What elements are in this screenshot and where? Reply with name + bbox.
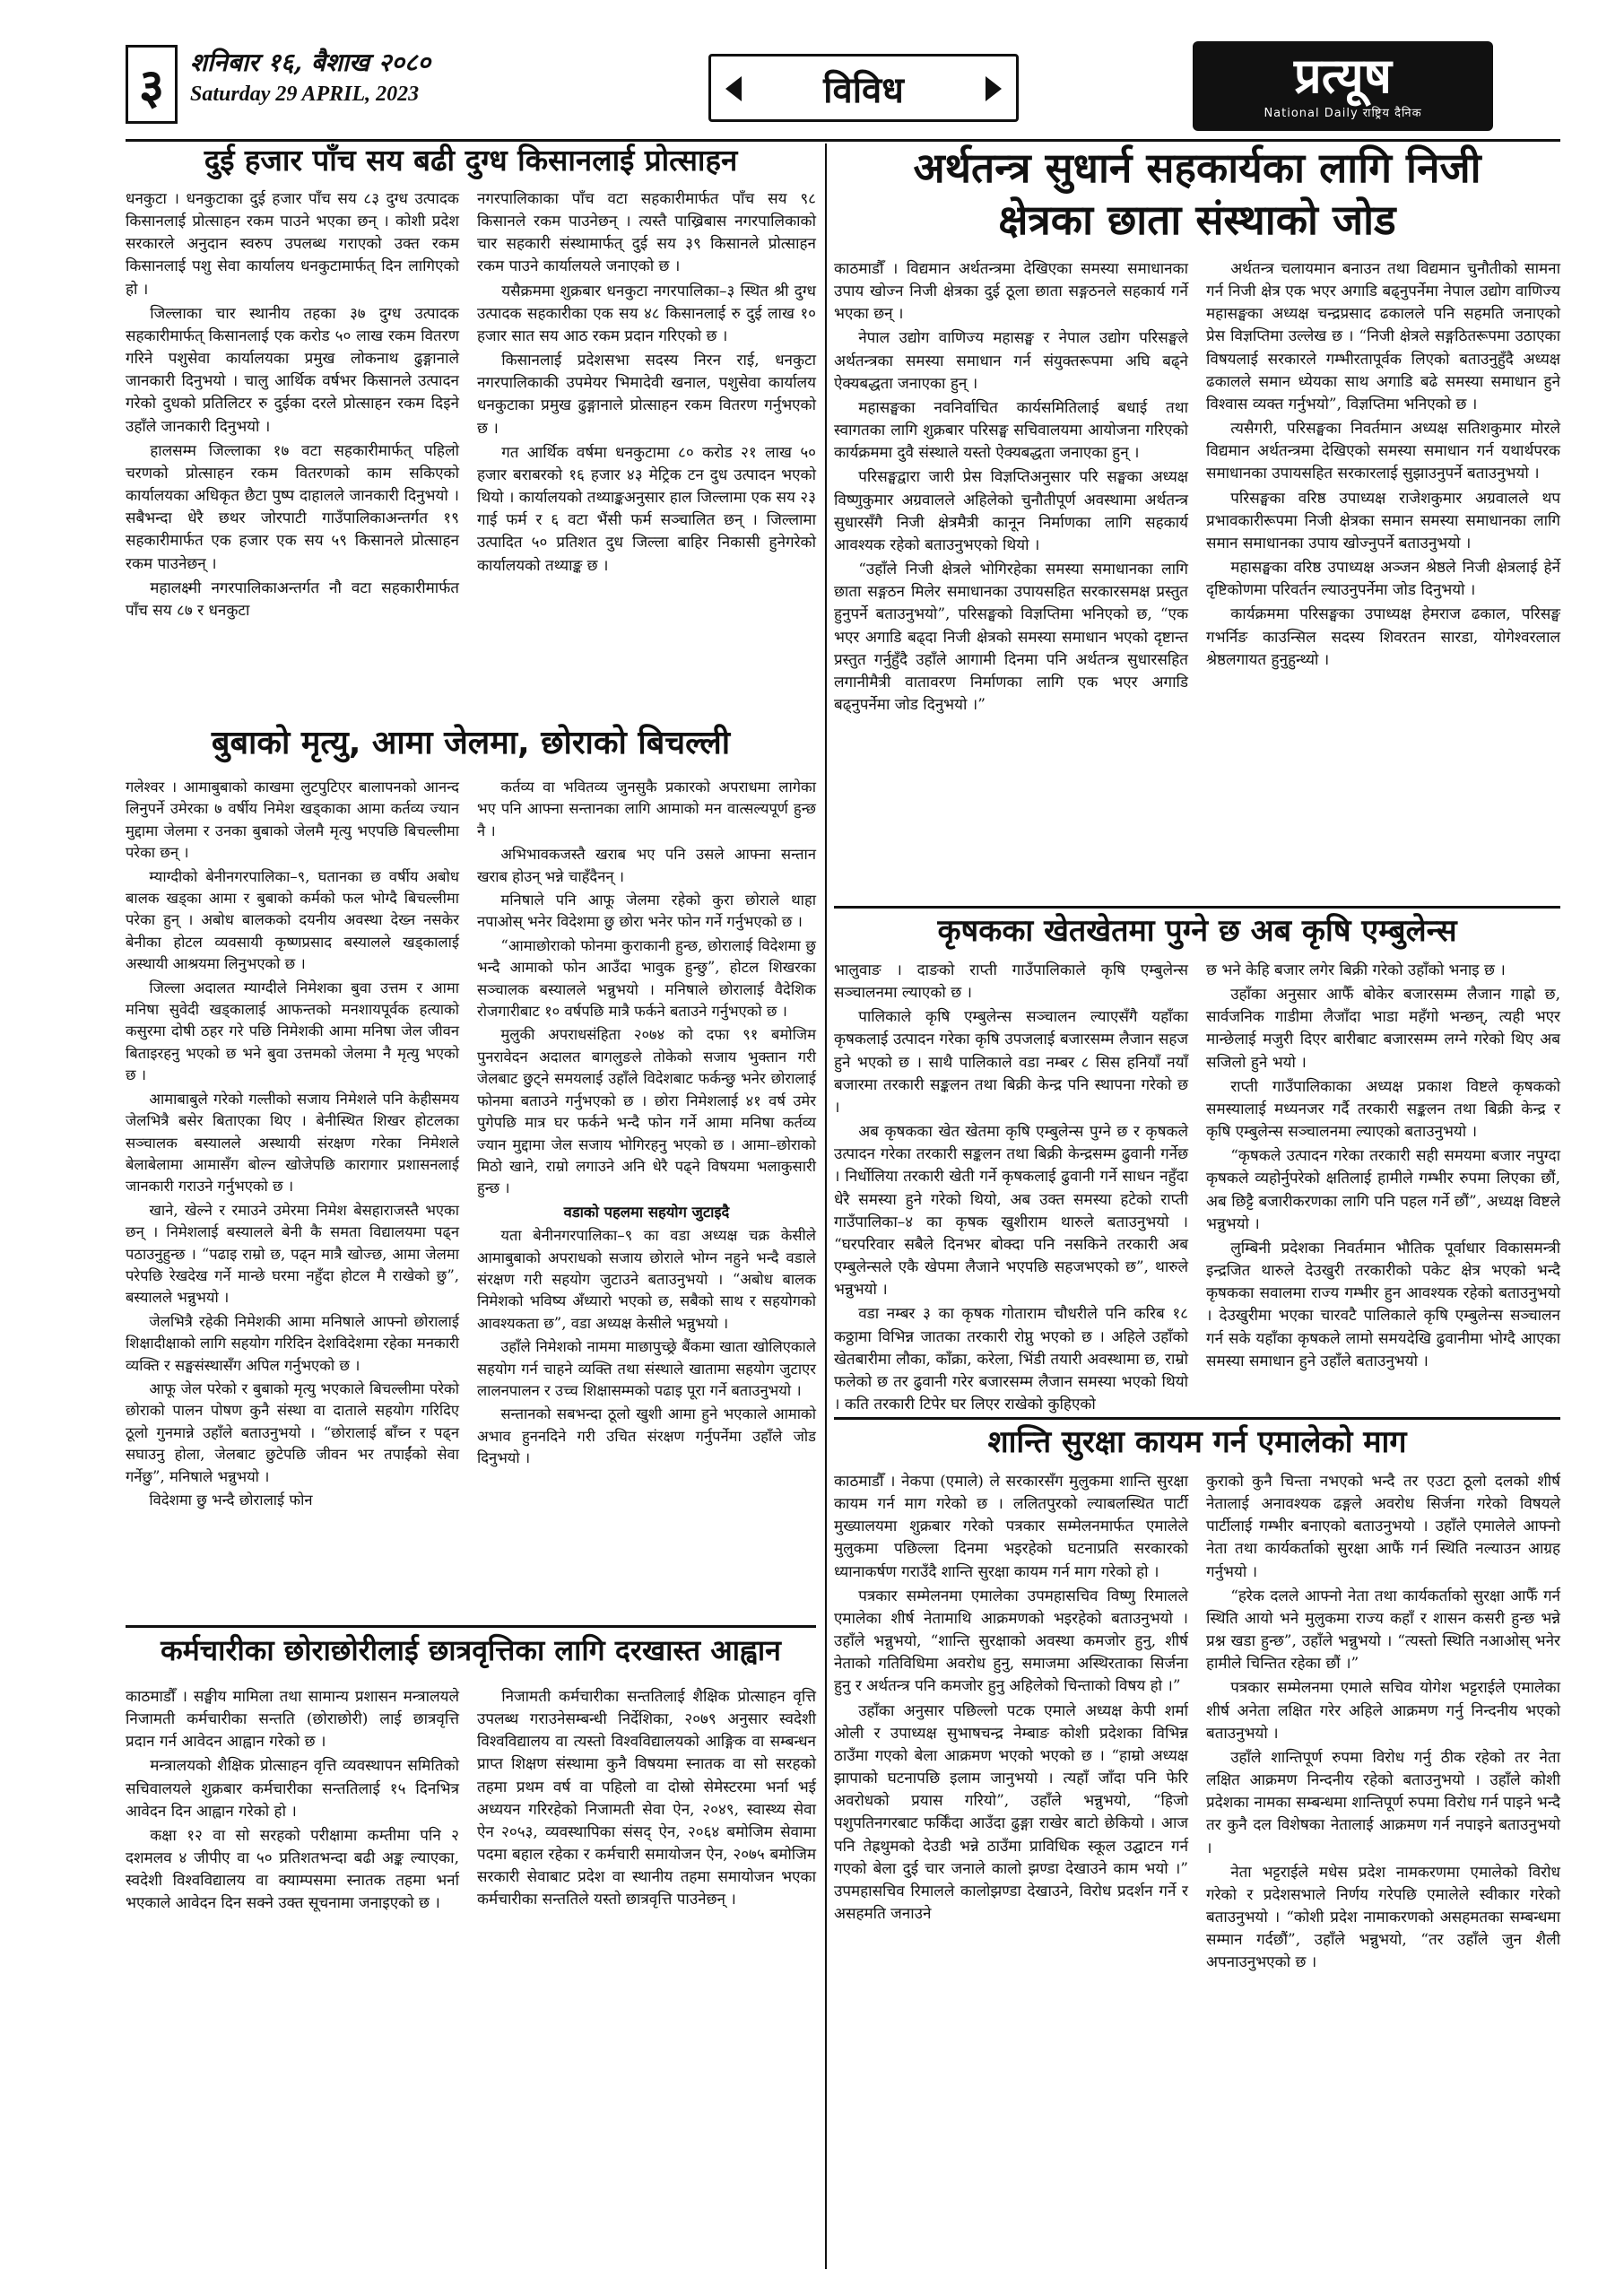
paragraph: जिल्लाका चार स्थानीय तहका ३७ दुग्ध उत्पादक सहकारीमार्फत् किसानलाई एक करोड ५० लाख रकम वितरण गरिने पशुसेवा कार्यालयका प्रमुख लोकनाथ ढुङ्गानाले जानकारी दिनुभयो । चालु आर्थिक वर्षभर किसानले उत्पादन गरेको दुधको प्रतिलिटर रु दुईका दरले प्रोत्साहन रकम दिइने उहाँले जानकारी दिनुभयो । xyxy=(126,304,459,436)
headline-milk: दुई हजार पाँच सय बढी दुग्ध किसानलाई प्रोत्साहन xyxy=(204,143,738,178)
peace-col-1 xyxy=(834,1471,1188,1927)
milk-col-2 xyxy=(477,188,816,579)
paragraph: काठमाडौँ । सङ्घीय मामिला तथा सामान्य प्रशासन मन्त्रालयले निजामती कर्मचारीका सन्तति (छोराछोरी) लाई छात्रवृत्ति प्रदान गर्न आवेदन आह्वान गरेको छ । xyxy=(126,1688,459,1752)
paragraph: पालिकाले कृषि एम्बुलेन्स सञ्चालन ल्याएसँगै यहाँका कृषकलाई उत्पादन गरेका कृषि उपजलाई बजारसम्म लैजान सहज हुने भएको छ । साथै पालिकाले वडा नम्बर ८ सिस हनियाँ नयाँ बजारमा तरकारी सङ्कलन तथा बिक्री केन्द्र पनि स्थापना गरेको छ । xyxy=(834,1008,1188,1117)
paragraph: महासङ्घका नवनिर्वाचित कार्यसमितिलाई बधाई तथा स्वागतका लागि शुक्रबार परिसङ्घ सचिवालयमा आयोजना गरिएको कार्यक्रममा दुवै संस्थाले यस्तो ऐक्यबद्धता जनाएका हुन् । xyxy=(834,398,1188,463)
paragraph: काठमाडौँ । विद्यमान अर्थतन्त्रमा देखिएका समस्या समाधानका उपाय खोज्न निजी क्षेत्रका दुई ठूला छाता सङ्गठनले सहकार्य गर्ने भएका छन् । xyxy=(834,260,1188,324)
paragraph: हालसम्म जिल्लाका १७ वटा सहकारीमार्फत् पहिलो चरणको प्रोत्साहन रकम वितरणको काम सकिएको कार्यालयका अधिकृत छैटा पुष्प दाहालले जानकारी दिनुभयो । सबैभन्दा धेरै छथर जोरपाटी गाउँपालिकाअन्तर्गत १९ सहकारीमार्फत एक हजार एक सय ५९ किसानले प्रोत्साहन रकम पाउनेछन् । xyxy=(126,441,459,573)
father-col-2 xyxy=(477,777,816,1472)
date-nepali: शनिबार १६, बैशाख २०८० xyxy=(190,48,431,77)
paragraph: नेपाल उद्योग वाणिज्य महासङ्घ र नेपाल उद्योग परिसङ्घले अर्थतन्त्रका समस्या समाधान गर्न संयुक्तरूपमा अघि बढ्ने ऐक्यबद्धता जनाएका हुन् । xyxy=(834,329,1188,393)
left-arrow-icon xyxy=(725,76,742,101)
paragraph: आफू जेल परेको र बुबाको मृत्यु भएकाले बिचल्लीमा परेको छोराको पालन पोषण कुनै संस्था वा दाताले सहयोग गरिदिए ठूलो गुनमान्ने उहाँले बताउनुभयो । “छोरालाई बाँच्न र पढ्न सघाउनु होला, जेलबाट छुटेपछि जीवन भर तपाईंको सेवा गर्नेछु”, मनिषाले भन्नुभयो । xyxy=(126,1379,459,1485)
paragraph: जेलभित्रै रहेकी निमेशकी आमा मनिषाले आफ्नो छोरालाई शिक्षादीक्षाको लागि सहयोग गरिदिन देशविदेशमा रहेका मनकारी व्यक्ति र सङ्घसंस्थासँग अपिल गर्नुभएको छ । xyxy=(126,1312,459,1374)
paragraph: महासङ्घका वरिष्ठ उपाध्यक्ष अञ्जन श्रेष्ठले निजी क्षेत्रलाई हेर्ने दृष्टिकोणमा परिवर्तन ल्याउनुपर्नेमा जोड दिनुभयो । xyxy=(1206,559,1560,600)
paragraph: उहाँले शान्तिपूर्ण रुपमा विरोध गर्नु ठीक रहेको तर नेता लक्षित आक्रमण निन्दनीय रहेको बताउनुभयो । उहाँले कोशी प्रदेशका नामका सम्बन्धमा शान्तिपूर्ण रुपमा विरोध गर्न पाइने भन्दै तर कुनै दल विशेषका नेतालाई आक्रमण गर्न नपाइने बताउनुभयो । xyxy=(1206,1748,1560,1857)
paragraph: जिल्ला अदालत म्याग्दीले निमेशका बुवा उत्तम र आमा मनिषा सुवेदी खड्कालाई आफन्तको मनशायपूर्वक हत्याको कसुरमा दोषी ठहर गरे पछि निमेशकी आमा मनिषा जेल जीवन बिताइरहनु भएको छ भने बुवा उत्तमको जेलमा नै मृत्यु भएको छ । xyxy=(126,978,459,1084)
scholarship-col-1 xyxy=(126,1686,459,1918)
paragraph: यता बेनीनगरपालिका–९ का वडा अध्यक्ष चक्र केसीले आमाबुबाको अपराधको सजाय छोराले भोग्न नहुने भन्दै वडाले संरक्षण गरी सहयोग जुटाउने बताउनुभयो । “अबोध बालक निमेशको भविष्य अँध्यारो भएको छ, सबैको साथ र सहयोगको आवश्यकता छ”, वडा अध्यक्ष केसीले भन्नुभयो । xyxy=(477,1227,816,1332)
paragraph: मुलुकी अपराधसंहिता २०७४ को दफा ९१ बमोजिम पुनरावेदन अदालत बागलुङले तोकेको सजाय भुक्तान गरी जेलबाट छुट्ने समयलाई उहाँले विदेशबाट फर्कन्छु भनेर छोरालाई फोनमा बताउने गर्नुभएको छ । छोरा निमेशलाई ४१ वर्ष उमेर पुगेपछि मात्र घर फर्कने भन्दै फोन गर्ने आमा मनिषा कर्तव्य ज्यान मुद्दामा जेल सजाय भोगिरहनु भएको छ । आमा–छोराको मिठो खाने, राम्रो लगाउने अनि धेरै पढ्ने विषयमा भलाकुसारी हुन्छ । xyxy=(477,1026,816,1197)
article-father xyxy=(126,725,816,1622)
divider xyxy=(834,906,1560,909)
divider xyxy=(126,1625,816,1628)
paragraph: लुम्बिनी प्रदेशका निवर्तमान भौतिक पूर्वाधार विकासमन्त्री इन्द्रजित थारुले देउखुरी तरकारीको पकेट क्षेत्र भएको भन्दै कृषकका सवालमा राज्य गम्भीर हुन आवश्यक रहेको बताउनुभयो । देउखुरीमा भएका चारवटै पालिकाले कृषि एम्बुलेन्स सञ्चालन गर्न सके यहाँका कृषकले लामो समयदेखि ढुवानीमा भोग्दै आएका समस्या समाधान हुने उहाँले बताउनुभयो । xyxy=(1206,1239,1560,1370)
paragraph: “हरेक दलले आफ्नो नेता तथा कार्यकर्ताको सुरक्षा आफैँ गर्न स्थिति आयो भने मुलुकमा राज्य कहाँ र शासन कसरी हुन्छ भन्ने प्रश्न खडा हुन्छ”, उहाँले भन्नुभयो । “त्यस्तो स्थिति नआओस् भनेर हामीले चिन्तित रहेका छौं ।” xyxy=(1206,1587,1560,1674)
paragraph: परिसङ्घका वरिष्ठ उपाध्यक्ष राजेशकुमार अग्रवालले थप प्रभावकारीरूपमा निजी क्षेत्रका समान समस्या समाधानका लागि समान समाधानका उपाय खोज्नुपर्ने बताउनुभयो । xyxy=(1206,489,1560,552)
column-divider xyxy=(825,144,827,2269)
subheading: वडाको पहलमा सहयोग जुटाइदै xyxy=(563,1203,730,1221)
ambulance-col-1 xyxy=(834,960,1188,1418)
paragraph: उहाँका अनुसार आफैँ बोकेर बजारसम्म लैजान गाह्रो छ, सार्वजनिक गाडीमा लैजाँदा भाडा महँगो भन्छन्, त्यही भएर मान्छेलाई मजुरी दिएर बारीबाट बजारसम्म लग्ने गरेको थिए अब सजिलो हुने भयो । xyxy=(1206,986,1560,1072)
headline-father: बुबाको मृत्यु, आमा जेलमा, छोराको बिचल्ली xyxy=(211,725,731,761)
article-economy xyxy=(834,144,1560,906)
paragraph: काठमाडौँ । नेकपा (एमाले) ले सरकारसँग मुलुकमा शान्ति सुरक्षा कायम गर्न माग गरेको छ । ललितपुरको ल्याबलस्थित पार्टी मुख्यालयमा शुक्रबार गरेको पत्रकार सम्मेलनमार्फत एमालेले मुलुकमा पछिल्ला दिनमा भइरहेको घटनाप्रति सरकारको ध्यानाकर्षण गराउँदै शान्ति सुरक्षा कायम गर्न माग गरेको हो । xyxy=(834,1473,1188,1581)
economy-col-2 xyxy=(1206,258,1560,674)
paragraph: मनिषाले पनि आफू जेलमा रहेको कुरा छोराले थाहा नपाओस् भनेर विदेशमा छु छोरा भनेर फोन गर्ने गर्नुभएको छ । xyxy=(477,891,816,931)
headline-ambulance: कृषकका खेतखेतमा पुग्ने छ अब कृषि एम्बुलेन्स xyxy=(937,913,1457,949)
paragraph: “आमाछोराको फोनमा कुराकानी हुन्छ, छोरालाई विदेशमा छु भन्दै आमाको फोन आउँदा भावुक हुन्छु”, होटल शिखरका सञ्चालक बस्यालले भन्नुभयो । मनिषाले छोरालाई वैदेशिक रोजगारीबाट १० वर्षपछि मात्रै फर्कने बताउने गर्नुभएको छ । xyxy=(477,936,816,1021)
headline-peace: शान्ति सुरक्षा कायम गर्न एमालेको माग xyxy=(987,1424,1407,1460)
paragraph: किसानलाई प्रदेशसभा सदस्य निरन राई, धनकुटा नगरपालिकाकी उपमेयर भिमादेवी खनाल, पशुसेवा कार्यालय धनकुटाका प्रमुख ढुङ्गानाले प्रोत्साहन रकम वितरण गर्नुभएको छ । xyxy=(477,352,816,438)
paragraph: नेता भट्टराईले मधेस प्रदेश नामकरणमा एमालेको विरोध गरेको र प्रदेशसभाले निर्णय गरेपछि एमालेले स्वीकार गरेको बताउनुभयो । “कोशी प्रदेश नामाकरणको असहमतका सम्बन्धमा सम्मान गर्दछौं”, उहाँले भन्नुभयो, “तर उहाँले जुन शैली अपनाउनुभएको छ । xyxy=(1206,1863,1560,1972)
section-label xyxy=(708,54,1019,122)
logo-title: प्रत्यूष xyxy=(1294,48,1392,104)
paragraph: विदेशमा छु भन्दै छोरालाई फोन xyxy=(149,1492,313,1509)
section-title: विविध xyxy=(823,69,904,111)
peace-col-2 xyxy=(1206,1471,1560,1976)
divider xyxy=(834,1417,1560,1420)
paragraph: गत आर्थिक वर्षमा धनकुटामा ८० करोड २१ लाख ५० हजार बराबरको १६ हजार ४३ मेट्रिक टन दुध उत्पादन भएको थियो । कार्यालयको तथ्याङ्कअनुसार हाल जिल्लामा एक सय २३ गाई फर्म र ६ वटा भैंसी फर्म सञ्चालित छन् । जिल्लामा उत्पादित ५० प्रतिशत दुध जिल्ला बाहिर निकासी हुनेगरेको कार्यालयको तथ्याङ्क छ । xyxy=(477,443,816,575)
economy-col-1 xyxy=(834,258,1188,718)
paragraph: राप्ती गाउँपालिकाका अध्यक्ष प्रकाश विष्टले कृषकको समस्यालाई मध्यनजर गर्दै तरकारी सङ्कलन तथा बिक्री केन्द्र र कृषि एम्बुलेन्स सञ्चालनमा ल्याएको बताउनुभयो । xyxy=(1206,1077,1560,1142)
paragraph: उहाँका अनुसार पछिल्लो पटक एमाले अध्यक्ष केपी शर्मा ओली र उपाध्यक्ष सुभाषचन्द्र नेम्बाङ कोशी प्रदेशका विभिन्न ठाउँमा गएको बेला आक्रमण भएको भएको छ । “हाम्रो अध्यक्ष झापाको घटनापछि इलाम जानुभयो । त्यहाँ जाँदा पनि फेरि अवरोधको प्रयास गरियो”, उहाँले भन्नुभयो, “हिजो पशुपतिनगरबाट फर्किँदा आउँदा ढुङ्गा राखेर बाटो छेकियो । आज पनि तेह्रथुमको देउडी भन्ने ठाउँमा प्राविधिक स्कूल उद्घाटन गर्न गएको बेला दुई चार जनाले कालो झण्डा देखाउने काम भयो ।” उपमहासचिव रिमालले कालोझण्डा देखाउने, विरोध प्रदर्शन गर्ने र असहमति जनाउने xyxy=(834,1701,1188,1923)
headline-economy-1: अर्थतन्त्र सुधार्न सहकार्यका लागि निजी xyxy=(913,144,1481,192)
paragraph: सन्तानको सबभन्दा ठूलो खुशी आमा हुने भएकाले आमाको अभाव हुननदिने गरी उचित संरक्षण गर्नुपर्नेमा उहाँले जोड दिनुभयो । xyxy=(477,1405,816,1467)
logo-subtitle: National Daily राष्ट्रिय दैनिक xyxy=(1264,107,1422,120)
date-english: Saturday 29 APRIL, 2023 xyxy=(190,83,420,106)
paragraph: कक्षा १२ वा सो सरहको परीक्षामा कम्तीमा पनि २ दशमलव ४ जीपीए वा ५० प्रतिशतभन्दा बढी अङ्क ल्याएका, स्वदेशी विश्वविद्यालय वा क्याम्पसमा स्नातक तहमा भर्ना भएकाले आवेदन दिन सक्ने उक्त सूचनामा जनाइएको छ । xyxy=(126,1826,459,1913)
page-number: ३ xyxy=(126,45,178,124)
paragraph: अर्थतन्त्र चलायमान बनाउन तथा विद्यमान चुनौतीको सामना गर्न निजी क्षेत्र एक भएर अगाडि बढ्नुपर्नेमा नेपाल उद्योग वाणिज्य महासङ्घका अध्यक्ष चन्द्रप्रसाद ढकालले पनि सहमति जनाएको प्रेस विज्ञप्तिमा उल्लेख छ । “निजी क्षेत्रले सङ्गठितरूपमा उठाएका विषयलाई सरकारले गम्भीरतापूर्वक लिएको बताउनुहुँदै अध्यक्ष ढकालले समान ध्येयका साथ अगाडि बढे समस्या समाधान हुने विश्वास व्यक्त गर्नुभयो”, विज्ञप्तिमा भनिएको छ । xyxy=(1206,260,1560,413)
paragraph: त्यसैगरी, परिसङ्घका निवर्तमान अध्यक्ष सतिशकुमार मोरले विद्यमान अर्थतन्त्रमा देखिएको समस्या समाधान गर्न यथार्थपरक समाधानका उपायसहित सरकारलाई सुझाउनुपर्ने बताउनुभयो । xyxy=(1206,420,1560,483)
paragraph: वडा नम्बर ३ का कृषक गोताराम चौधरीले पनि करिब १८ कठ्ठामा विभिन्न जातका तरकारी रोप्नु भएको छ । अहिले उहाँको खेतबारीमा लौका, काँक्रा, करेला, भिंडी तयारी अवस्थामा छ, राम्रो फलेको छ तर ढुवानी गरेर बजारसम्म लैजान समस्या भएको थियो । कति तरकारी टिपेर घर लिएर राखेको कुहिएको xyxy=(834,1305,1188,1413)
newspaper-logo xyxy=(1193,41,1493,131)
paragraph: कर्तव्य वा भवितव्य जुनसुकै प्रकारको अपराधमा लागेका भए पनि आफ्ना सन्तानका लागि आमाको मन वात्सल्यपूर्ण हुन्छ नै । xyxy=(477,778,816,839)
paragraph: अब कृषकका खेत खेतमा कृषि एम्बुलेन्स पुग्ने छ र कृषकले उत्पादन गरेका तरकारी सङ्कलन तथा बिक्री केन्द्रसम्म ढुवानी गर्नेछ । निर्धोलिया तरकारी खेती गर्ने कृषकलाई ढुवानी गर्ने साधन नहुँदा धेरै समस्या हुने गरेको थियो, अब उक्त समस्या हटेको राप्ती गाउँपालिका–४ का कृषक खुशीराम थारुले बताउनुभयो । “घरपरिवार सबैले दिनभर बोक्दा पनि नसकिने तरकारी अब एम्बुलेन्सले एकै खेपमा लैजाने भएपछि सहजभएको छ”, थारुले भन्नुभयो । xyxy=(834,1123,1188,1300)
paragraph: पत्रकार सम्मेलनमा एमाले सचिव योगेश भट्टराईले एमालेका शीर्ष अनेता लक्षित गरेर अहिले आक्रमण गर्नु निन्दनीय भएको बताउनुभयो । xyxy=(1206,1679,1560,1743)
article-milk xyxy=(126,144,816,718)
paragraph: मन्त्रालयको शैक्षिक प्रोत्साहन वृत्ति व्यवस्थापन समितिको सचिवालयले शुक्रबार कर्मचारीका सन्ततिलाई १५ दिनभित्र आवेदन दिन आह्वान गरेको हो । xyxy=(126,1757,459,1821)
paragraph: कार्यक्रममा परिसङ्घका उपाध्यक्ष हेमराज ढकाल, परिसङ्घ गभर्निङ काउन्सिल सदस्य शिवरतन सारडा, योगेश्वरलाल श्रेष्ठलगायत हुनुहुन्थ्यो । xyxy=(1206,605,1560,669)
paragraph: निजामती कर्मचारीका सन्ततिलाई शैक्षिक प्रोत्साहन वृत्ति उपलब्ध गराउनेसम्बन्धी निर्देशिका, २०७९ अनुसार स्वदेशी विश्वविद्यालय वा त्यस्तो विश्वविद्यालयको आङ्गिक वा सम्बन्धन प्राप्त शिक्षण संस्थामा कुनै विषयमा स्नातक वा सो सरहको तहमा प्रथम वर्ष वा पहिलो वा दोस्रो सेमेस्टरमा भर्ना भई अध्ययन गरिरहेको निजामती सेवा ऐन, २०४९, स्वास्थ्य सेवा ऐन २०५३, व्यवस्थापिका संसद् ऐन, २०६४ बमोजिम सेवामा पदमा बहाल रहेका र कर्मचारी समायोजन ऐन, २०७५ बमोजिम सरकारी सेवाबाट प्रदेश वा स्थानीय तहमा समायोजन भएका कर्मचारीका सन्ततिले यस्तो छात्रवृत्ति पाउनेछन् । xyxy=(477,1688,816,1909)
article-ambulance xyxy=(834,906,1560,1413)
milk-col-1 xyxy=(126,188,459,624)
paragraph: भालुवाङ । दाङको राप्ती गाउँपालिकाले कृषि एम्बुलेन्स सञ्चालनमा ल्याएको छ । xyxy=(834,961,1188,1003)
father-col-1 xyxy=(126,777,459,1513)
paragraph: “कृषकले उत्पादन गरेका तरकारी सही समयमा बजार नपुग्दा कृषकले व्यहोर्नुपरेको क्षतिलाई हामीले गम्भीर रुपमा लिएका छौं, अब छिट्टै बजारीकरणका लागि पनि पहल गर्ने छौं”, अध्यक्ष विष्टले भन्नुभयो । xyxy=(1206,1147,1560,1233)
paragraph: महालक्ष्मी नगरपालिकाअन्तर्गत नौ वटा सहकारीमार्फत पाँच सय ८७ र धनकुटा xyxy=(126,578,459,620)
paragraph: अभिभावकजस्तै खराब भए पनि उसले आफ्ना सन्तान खराब होउन् भन्ने चाहँदैनन् । xyxy=(477,846,816,885)
paragraph: आमाबाबुले गरेको गल्तीको सजाय निमेशले पनि केहीसमय जेलभित्रै बसेर बिताएका थिए । बेनीस्थित शिखर होटलका सञ्चालक बस्यालले अस्थायी संरक्षण गरेका निमेशले बेलाबेलामा आमासँग बोल्न खोजेपछि कारागार प्रशासनलाई जानकारी गराउने गर्नुभएको छ । xyxy=(126,1090,459,1196)
ambulance-col-2 xyxy=(1206,960,1560,1375)
paragraph: नगरपालिकाका पाँच वटा सहकारीमार्फत पाँच सय ९८ किसानले रकम पाउनेछन् । त्यस्तै पाख्रिबास नगरपालिकाको चार सहकारी संस्थामार्फत् दुई सय ३९ किसानले प्रोत्साहन रकम पाउने कार्यालयले जनाएको छ । xyxy=(477,190,816,276)
paragraph: गलेश्वर । आमाबुबाको काखमा लुटपुटिएर बालापनको आनन्द लिनुपर्ने उमेरका ७ वर्षीय निमेश खड्काका आमा कर्तव्य ज्यान मुद्दामा जेलमा र उनका बुबाको जेलमै मृत्यु भएपछि बिचल्लीमा परेका छन् । xyxy=(126,778,459,862)
article-peace xyxy=(834,1417,1560,2269)
paragraph: छ भने केहि बजार लगेर बिक्री गरेको उहाँको भनाइ छ । xyxy=(1206,961,1506,979)
paragraph: उहाँले निमेशको नाममा माछापुच्छ्रे बैंकमा खाता खोलिएकाले सहयोग गर्न चाहने व्यक्ति तथा संस्थाले खातामा सहयोग जुटाएर लालनपालन र उच्च शिक्षासम्मको पढाइ पूरा गर्ने बताउनुभयो । xyxy=(477,1338,816,1399)
scholarship-col-2 xyxy=(477,1686,816,1914)
paragraph: म्याग्दीको बेनीनगरपालिका–९, घतानका छ वर्षीय अबोध बालक खड्का आमा र बुबाको कर्मको फल भोग्दै बिचल्लीमा परेका हुन् । अबोध बालकको दयनीय अवस्था देख्न नसकेर बेनीका होटल व्यवसायी कृष्णप्रसाद बस्यालले खड्कालाई अस्थायी आश्रयमा लिनुभएको छ । xyxy=(126,867,459,973)
article-scholarship xyxy=(126,1634,816,2271)
paragraph: परिसङ्घद्वारा जारी प्रेस विज्ञप्तिअनुसार परि सङ्घका अध्यक्ष विष्णुकुमार अग्रवालले अहिलेको चुनौतीपूर्ण अवस्थामा अर्थतन्त्र सुधारसँगै निजी क्षेत्रमैत्री कानून निर्माणका लागि सहकार्य आवश्यक रहेको बताउनुभएको थियो । xyxy=(834,468,1188,554)
paragraph: पत्रकार सम्मेलनमा एमालेका उपमहासचिव विष्णु रिमालले एमालेका शीर्ष नेतामाथि आक्रमणको भइरहेको बताउनुभयो । उहाँले भन्नुभयो, “शान्ति सुरक्षाको अवस्था कमजोर हुनु, शीर्ष नेताको गतिविधिमा अवरोध हुनु, समाजमा अस्थिरताका सिर्जना हुनु र अर्थतन्त्र पनि कमजोर हुनु अहिलेको चिन्ताको विषय हो ।” xyxy=(834,1587,1188,1696)
paragraph: धनकुटा । धनकुटाका दुई हजार पाँच सय ८३ दुग्ध उत्पादक किसानलाई प्रोत्साहन रकम पाउने भएका छन् । कोशी प्रदेश सरकारले अनुदान स्वरुप उपलब्ध गराएको उक्त रकम किसानलाई पशु सेवा कार्यालय धनकुटामार्फत् दिन लागिएको हो । xyxy=(126,190,459,299)
paragraph: कुराको कुनै चिन्ता नभएको भन्दै तर एउटा ठूलो दलको शीर्ष नेतालाई अनावश्यक ढङ्गले अवरोध सिर्जना गरेको विषयले पार्टीलाई गम्भीर बनाएको बताउनुभयो । उहाँले एमालेले आफ्नो नेता तथा कार्यकर्ताको सुरक्षा आफैं गर्न स्थिति नल्याउन आग्रह गर्नुभयो । xyxy=(1206,1473,1560,1581)
masthead xyxy=(126,36,1560,142)
paragraph: यसैक्रममा शुक्रबार धनकुटा नगरपालिका–३ स्थित श्री दुग्ध उत्पादक सहकारीका एक सय ४८ किसानलाई रु दुई लाख १० हजार सात सय आठ रकम प्रदान गरिएको छ । xyxy=(477,282,816,345)
headline-scholarship: कर्मचारीका छोराछोरीलाई छात्रवृत्तिका लागि दरखास्त आह्वान xyxy=(161,1633,781,1667)
right-arrow-icon xyxy=(986,76,1002,101)
headline-economy-2: क्षेत्रका छाता संस्थाको जोड xyxy=(998,196,1396,245)
paragraph: खाने, खेल्ने र रमाउने उमेरमा निमेश बेसहाराजस्तै भएका छन् । निमेशलाई बस्यालले बेनी कै समता विद्यालयमा पढ्न पठाउनुहुन्छ । “पढाइ राम्रो छ, पढ्न मात्रै खोज्छ, आमा जेलमा परेपछि रेखदेख गर्ने मान्छे घरमा नहुँदा होटल मै राखेको छु”, बस्यालले भन्नुभयो । xyxy=(126,1201,459,1307)
paragraph: “उहाँले निजी क्षेत्रले भोगिरहेका समस्या समाधानका लागि छाता सङ्गठन मिलेर समाधानका उपायसहित सरकारसमक्ष प्रस्तुत हुनुपर्ने बताउनुभयो”, परिसङ्घको विज्ञप्तिमा भनिएको छ, “एक भएर अगाडि बढ्दा निजी क्षेत्रको समस्या समाधान भएको दृष्टान्त प्रस्तुत गर्नुहुँदै उहाँले आगामी दिनमा पनि अर्थतन्त्र सुधारसहित लगानीमैत्री वातावरण निर्माणका लागि एक भएर अगाडि बढ्नुपर्नेमा जोड दिनुभयो ।” xyxy=(834,561,1188,714)
